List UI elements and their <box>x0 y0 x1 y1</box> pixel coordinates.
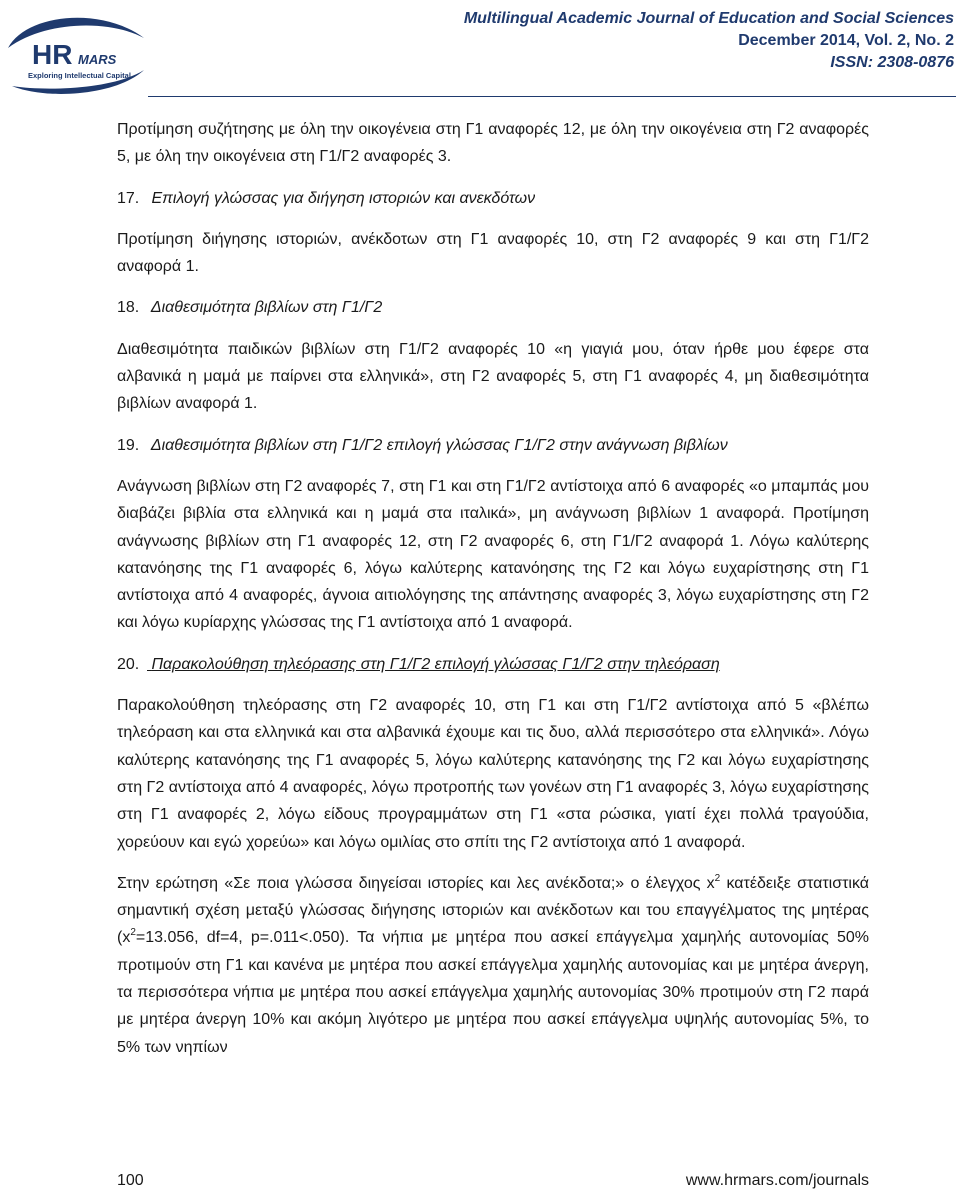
paragraph-18: Διαθεσιμότητα παιδικών βιβλίων στη Γ1/Γ2 αναφορές 10 «η γιαγιά μου, όταν ήρθε μου έφερε στα αλβανικά η μαμά με παίρνει στα ελληνικά», στη Γ2 αναφορές 5, στη Γ1 αναφορές 4, μη διαθεσιμότητα βιβλίων αναφορά 1. <box>117 340 869 413</box>
paragraph-21-part-b: κατέδειξε στατιστικά σημαντική σχέση μεταξύ γλώσσας διήγησης ιστοριών και ανέκδοτων και του επαγγέλματος της μητέρας (x <box>117 874 870 947</box>
logo-graphic <box>6 8 148 98</box>
logo-swoosh-top <box>8 18 144 48</box>
journal-title: Multilingual Academic Journal of Education and Social Sciences <box>463 10 954 27</box>
paragraph-21-part-c: =13.056, df=4, p=.011<.050). Τα νήπια με μητέρα που ασκεί επάγγελμα χαμηλής αυτονομίας 50% προτιμούν στη Γ1 και κανένα με μητέρα που ασκεί επάγγελμα χαμηλής αυτονομίας και με μητέρα άνεργη, τα περισσότερα νήπια με μητέρα που ασκεί επάγγελμα χαμηλής αυτονομίας 30% προτιμούν στη Γ2 παρά με μητέρα άνεργη 10% και ακόμη λιγότερο με μητέρα που ασκεί επάγγελμα υψηλής αυτονομίας 5%, το 5% των νηπίων <box>117 929 869 1056</box>
superscript-2a: 2 <box>714 872 721 884</box>
section-title-19: Διαθεσιμότητα βιβλίων στη Γ1/Γ2 επιλογή γλώσσας Γ1/Γ2 στην ανάγνωση βιβλίων <box>150 436 728 454</box>
journal-issue: December 2014, Vol. 2, No. 2 <box>738 32 954 49</box>
journal-header <box>464 8 954 74</box>
section-number-17: 17. <box>117 189 140 207</box>
paragraph-20: Παρακολούθηση τηλεόρασης στη Γ2 αναφορές 10, στη Γ1 και στη Γ1/Γ2 αντίστοιχα από 5 «βλέπω τηλεόραση και στα ελληνικά και στα αλβανικά έχουμε και τις δυο, αλλά περισσότερο στα ελληνικά». Λόγω καλύτερης κατανόησης της Γ1 αναφορές 5, λόγω καλύτερης κατανόησης της Γ2 και λόγω ευχαρίστησης στη Γ2 αντίστοιχα από 4 αναφορές, λόγω προτροπής των γονέων στη Γ1 αναφορές 3, λόγω ευχαρίστησης στη Γ1 αναφορές 2, λόγω είδους προγραμμάτων στη Γ1 «στα ρώσικα, γιατί έχει πολλά τραγούδια, χορεύουν και εγώ χορεύω» και λόγω ομιλίας στο σπίτι της Γ2 αντίστοιχα από 1 αναφορά. <box>117 697 869 851</box>
hrmars-logo <box>6 8 148 98</box>
footer-url: www.hrmars.com/journals <box>685 1172 869 1189</box>
section-number-18: 18. <box>117 299 140 317</box>
paragraph-1: Προτίμηση συζήτησης με όλη την οικογένεια στη Γ1 αναφορές 12, με όλη την οικογένεια στη Γ2 αναφορές 5, με όλη την οικογένεια στη Γ1/Γ2 αναφορές 3. <box>117 121 869 166</box>
paragraph-19: Ανάγνωση βιβλίων στη Γ2 αναφορές 7, στη Γ1 και στη Γ1/Γ2 αντίστοιχα από 6 αναφορές «ο μπαμπάς μου διαβάζει βιβλία στα ελληνικά και η μαμά στα ιταλικά», μη ανάγνωση βιβλίων 1 αναφορά. Προτίμηση ανάγνωσης βιβλίων στη Γ1 αναφορές 12, στη Γ2 αναφορές 6, στη Γ1/Γ2 αναφορά 1. Λόγω καλύτερης κατανόησης της Γ1 αναφορές 6, λόγω καλύτερης κατανόησης της Γ2 και λόγω ευχαρίστησης στη Γ1 αντίστοιχα από 4 αναφορές, άγνοια αιτιολόγησης της απάντησης αναφορές 3, λόγω ευχαρίστησης στη Γ2 και λόγω κυρίαρχης γλώσσας της Γ1 αντίστοιχα από 1 αναφορά. <box>117 477 869 632</box>
section-heading-19 <box>117 432 869 459</box>
section-number-20: 20. <box>117 655 140 673</box>
section-heading-18 <box>117 294 869 321</box>
section-title-17: Επιλογή γλώσσας για διήγηση ιστοριών και ανεκδότων <box>151 189 536 207</box>
section-title-20: Παρακολούθηση τηλεόρασης στη Γ1/Γ2 επιλογή γλώσσας Γ1/Γ2 στην τηλεόραση <box>151 655 720 673</box>
logo-hr: HR <box>32 39 73 70</box>
paragraph-17: Προτίμηση διήγησης ιστοριών, ανέκδοτων στη Γ1 αναφορές 10, στη Γ2 αναφορές 9 και στη Γ1/Γ2 αναφορά 1. <box>117 230 869 276</box>
superscript-2b: 2 <box>130 927 136 939</box>
logo-mars: MARS <box>78 52 117 67</box>
section-heading-17 <box>117 185 869 212</box>
section-heading-20 <box>117 651 869 678</box>
section-title-18: Διαθεσιμότητα βιβλίων στη Γ1/Γ2 <box>150 299 383 317</box>
paragraph-21-part-a: Στην ερώτηση «Σε ποια γλώσσα διηγείσαι ιστορίες και λες ανέκδοτα;» ο έλεγχος x <box>117 874 715 892</box>
article-body <box>117 116 869 1075</box>
header-divider <box>148 96 956 97</box>
page-number: 100 <box>117 1172 144 1189</box>
journal-issn: ISSN: 2308-0876 <box>830 54 954 71</box>
section-number-19: 19. <box>117 436 140 454</box>
logo-tagline: Exploring Intellectual Capital <box>28 71 131 80</box>
paragraph-21 <box>117 870 869 1061</box>
